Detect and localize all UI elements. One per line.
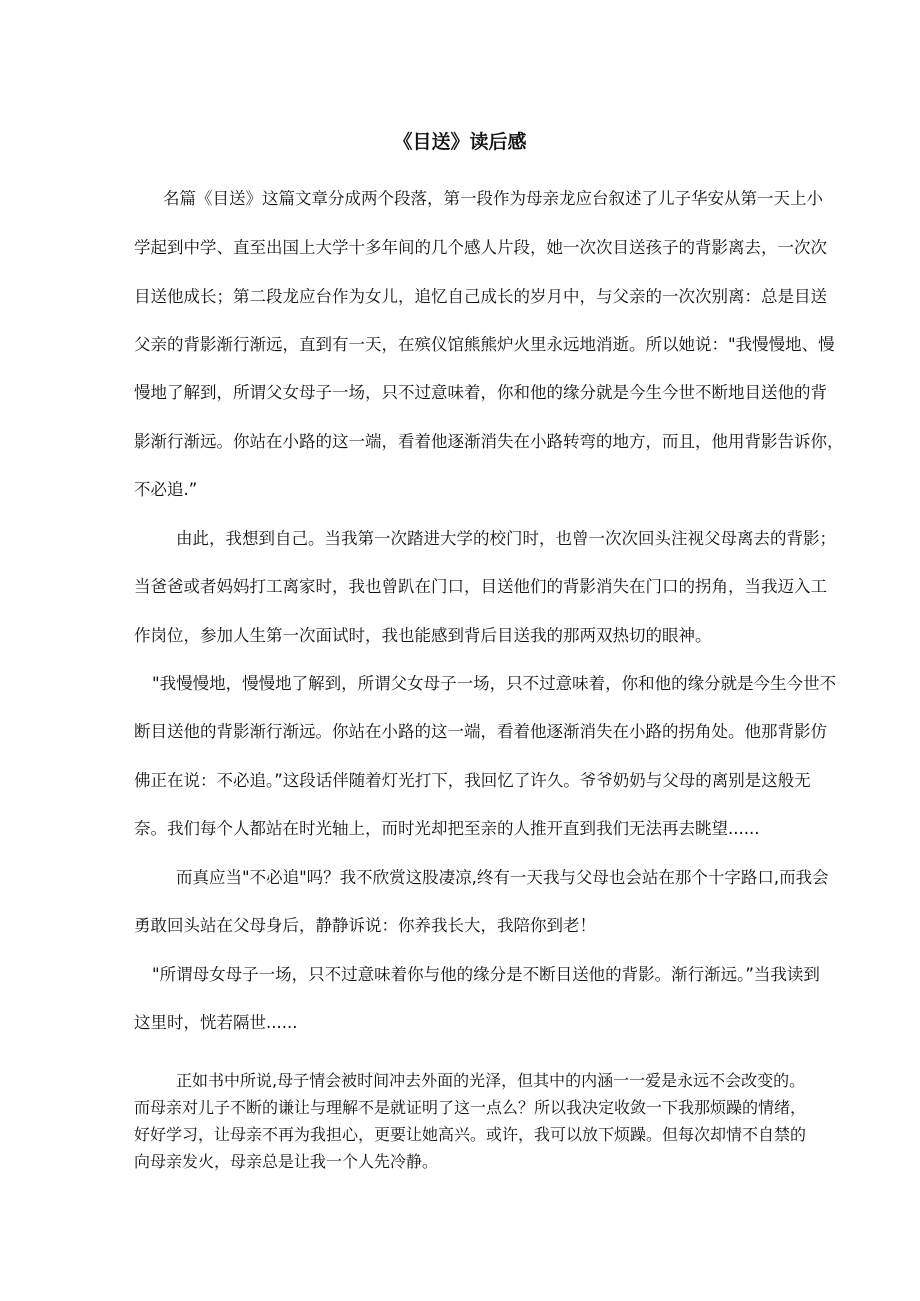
- text-line: 佛正在说：不必追。”这段话伴随着灯光打下，我回忆了许久。爷爷奶奶与父母的离别是这般无: [134, 771, 811, 790]
- text-line: 学起到中学、直至出国上大学十多年间的几个感人片段，她一次次目送孩子的背影离去，一次次: [134, 238, 827, 257]
- text-line: 正如书中所说,母子情会被时间冲去外面的光泽，但其中的内涵一一爱是永远不会改变的。: [176, 1071, 806, 1090]
- text-line: 慢地了解到，所谓父女母子一场，只不过意味着，你和他的缘分就是今生今世不断地目送他的背: [134, 383, 827, 402]
- text-line: 父亲的背影渐行渐远，直到有一天，在殡仪馆熊熊炉火里永远地消逝。所以她说："我慢慢地、慢: [134, 335, 835, 354]
- text-line: 勇敢回头站在父母身后，静静诉说：你养我长大，我陪你到老！: [134, 916, 596, 935]
- text-line: 好好学习，让母亲不再为我担心，更要让她高兴。或许，我可以放下烦躁。但每次却情不自禁的: [134, 1125, 807, 1144]
- text-line: 作岗位，参加人生第一次面试时，我也能感到背后目送我的那两双热切的眼神。: [134, 626, 712, 645]
- text-line: 当爸爸或者妈妈打工离家时，我也曾趴在门口，目送他们的背影消失在门口的拐角，当我迈入工: [134, 577, 827, 596]
- text-line: 目送他成长；第二段龙应台作为女儿，追忆自己成长的岁月中，与父亲的一次次别离：总是目送: [134, 287, 827, 306]
- text-line: 由此，我想到自己。当我第一次踏进大学的校门时，也曾一次次回头注视父母离去的背影；: [176, 529, 836, 548]
- text-line: 名篇《目送》这篇文章分成两个段落，第一段作为母亲龙应台叙述了儿子华安从第一天上小: [163, 189, 823, 208]
- text-line: "我慢慢地，慢慢地了解到，所谓父女母子一场，只不过意味着，你和他的缘分就是今生今世不: [152, 674, 837, 693]
- text-line: 而真应当"不必追"吗？我不欣赏这股凄凉,终有一天我与父母也会站在那个十字路口,而我会: [176, 868, 829, 887]
- text-line: 不必追.”: [134, 480, 198, 499]
- text-line: 而母亲对儿子不断的谦让与理解不是就证明了这一点么？所以我决定收敛一下我那烦躁的情绪，: [134, 1098, 807, 1117]
- text-line: 奈。我们每个人都站在时光轴上，而时光却把至亲的人推开直到我们无法再去眺望......: [134, 819, 760, 838]
- text-line: 向母亲发火，母亲总是让我一个人先冷静。: [134, 1152, 439, 1171]
- text-line: 这里时，恍若隔世......: [134, 1013, 298, 1032]
- document-title: 《目送》读后感: [393, 131, 527, 153]
- text-line: 影渐行渐远。你站在小路的这一端，看着他逐渐消失在小路转弯的地方，而且，他用背影告诉你，: [134, 432, 844, 451]
- text-line: 断目送他的背影渐行渐远。你站在小路的这一端，看着他逐渐消失在小路的拐角处。他那背影仿: [134, 722, 827, 741]
- text-line: "所谓母女母子一场，只不过意味着你与他的缘分是不断目送他的背影。渐行渐远。”当我读到: [152, 965, 820, 984]
